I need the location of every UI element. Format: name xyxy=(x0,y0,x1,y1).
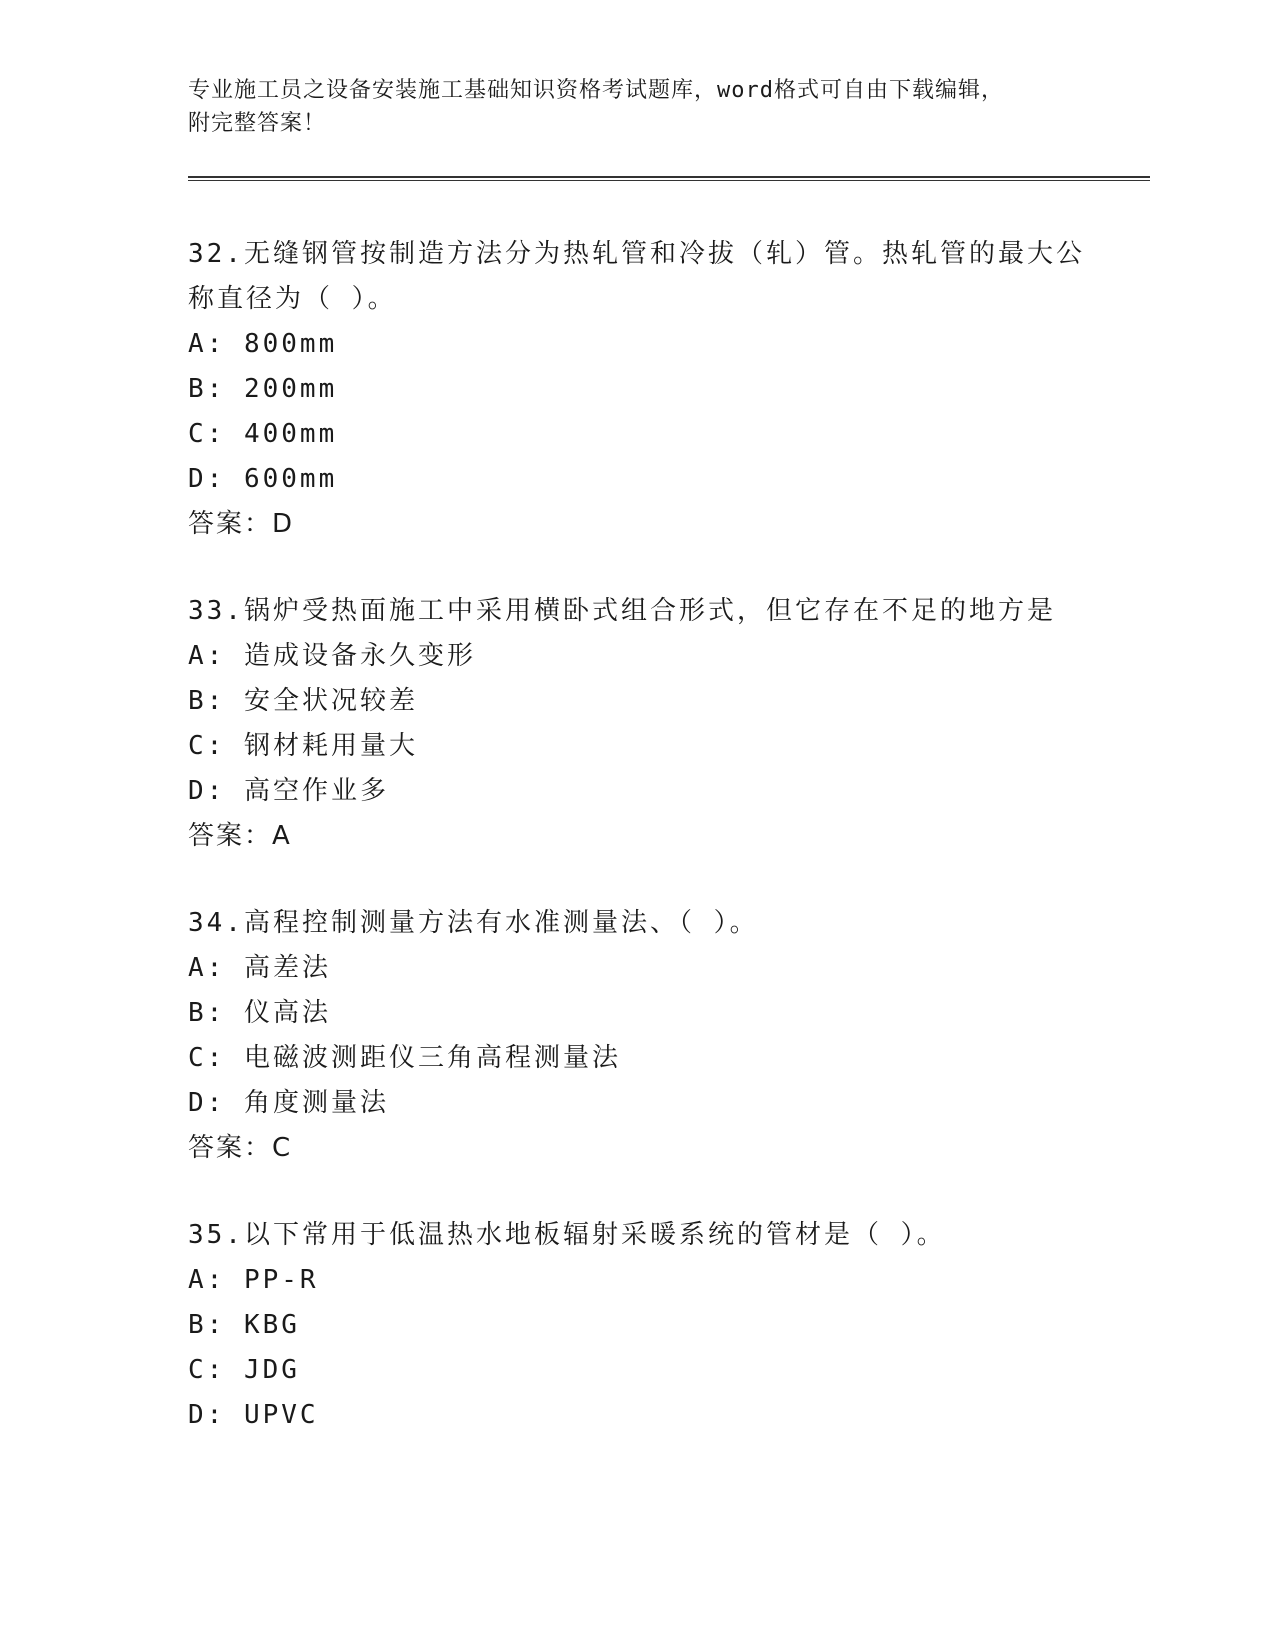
option-c: C: 400mm xyxy=(188,419,338,449)
option-a: A: 高差法 xyxy=(188,953,331,983)
header-line-1: 专业施工员之设备安装施工基础知识资格考试题库，word格式可自由下载编辑， xyxy=(188,78,1004,103)
option-d: D: 600mm xyxy=(188,464,338,494)
answer-line: 答案：C xyxy=(188,1133,293,1163)
question-text: 32.无缝钢管按制造方法分为热轧管和冷拔（轧）管。热轧管的最大公 xyxy=(188,239,1085,269)
option-d: D: 高空作业多 xyxy=(188,776,389,806)
question-text: 33.锅炉受热面施工中采用横卧式组合形式，但它存在不足的地方是 xyxy=(188,596,1056,626)
option-b: B: 200mm xyxy=(188,374,338,404)
question-text: 34.高程控制测量方法有水准测量法、（ ）。 xyxy=(188,908,759,938)
option-a: A: 800mm xyxy=(188,329,338,359)
answer-line: 答案：D xyxy=(188,509,295,539)
option-c: C: JDG xyxy=(188,1355,300,1385)
option-b: B: KBG xyxy=(188,1310,300,1340)
option-d: D: 角度测量法 xyxy=(188,1088,389,1118)
question-32 xyxy=(188,232,1148,547)
header-line-2: 附完整答案！ xyxy=(188,111,327,136)
option-c: C: 电磁波测距仪三角高程测量法 xyxy=(188,1043,621,1073)
header-divider xyxy=(188,176,1150,181)
option-b: B: 安全状况较差 xyxy=(188,686,418,716)
option-a: A: PP-R xyxy=(188,1265,319,1295)
question-text: 35.以下常用于低温热水地板辐射采暖系统的管材是（ ）。 xyxy=(188,1220,946,1250)
question-34 xyxy=(188,901,1148,1171)
question-33 xyxy=(188,589,1148,859)
option-b: B: 仪高法 xyxy=(188,998,331,1028)
option-a: A: 造成设备永久变形 xyxy=(188,641,476,671)
question-35 xyxy=(188,1213,1148,1438)
question-list xyxy=(188,232,1148,1480)
option-d: D: UPVC xyxy=(188,1400,319,1430)
document-header xyxy=(188,74,1068,140)
question-text-continued: 称直径为（ ）。 xyxy=(188,284,397,314)
answer-line: 答案：A xyxy=(188,821,292,851)
option-c: C: 钢材耗用量大 xyxy=(188,731,418,761)
